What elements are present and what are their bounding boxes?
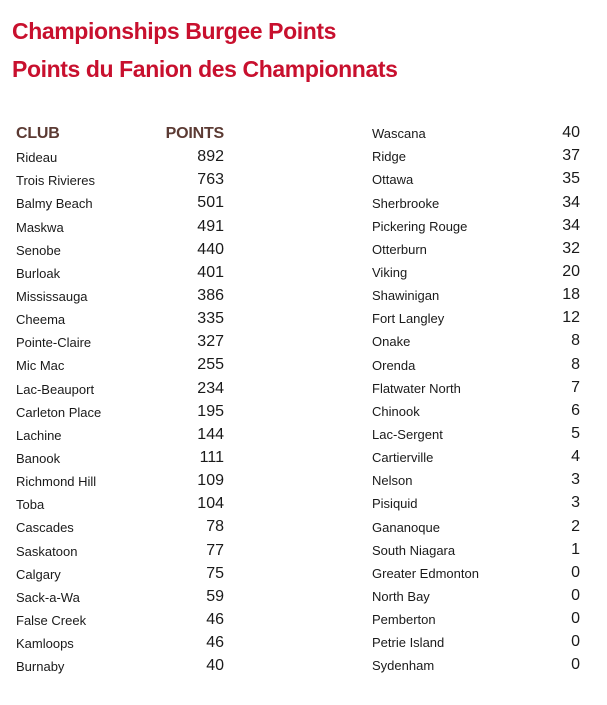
club-points: 3 [571,471,580,489]
club-points: 2 [571,517,580,535]
club-points: 18 [562,286,580,304]
club-name: Burloak [16,265,61,281]
club-name: Gananoque [372,519,440,535]
club-points: 6 [571,401,580,419]
club-points: 401 [197,263,224,281]
table-row [16,653,224,676]
standings-column-right [372,120,580,675]
page-title: Championships Burgee Points [12,18,337,44]
table-row [372,652,580,675]
club-name: Wascana [372,126,426,142]
club-points: 3 [571,494,580,512]
club-name: Greater Edmonton [372,565,479,581]
club-name: Pointe-Claire [16,335,92,351]
table-row [372,259,580,282]
table-row [16,329,224,352]
club-name: Sydenham [372,658,435,674]
club-points: 440 [197,240,224,258]
club-points: 7 [571,378,580,396]
club-points: 1 [571,540,580,558]
club-points: 386 [197,286,224,304]
club-name: Calgary [16,566,61,582]
table-row [372,120,580,143]
table-row [372,375,580,398]
club-points: 255 [197,356,224,374]
table-row [372,236,580,259]
table-row [16,352,224,375]
club-name: Pisiquid [372,496,418,512]
table-row [372,444,580,467]
club-name: Lac-Beauport [16,381,95,397]
club-name: Saskatoon [16,543,78,559]
table-row [16,537,224,560]
table-row [372,606,580,629]
club-name: Sack-a-Wa [16,589,80,605]
club-name: Ottawa [372,172,414,188]
table-row [16,375,224,398]
points-header: POINTS [165,125,224,142]
club-name: Senobe [16,242,61,258]
table-row [16,445,224,468]
table-row [16,399,224,422]
club-points: 335 [197,310,224,328]
club-points: 40 [206,657,224,675]
table-row [16,468,224,491]
club-name: Shawinigan [372,288,440,304]
club-points: 8 [571,332,580,350]
club-name: Sherbrooke [372,195,440,211]
club-name: Cascades [16,520,74,536]
club-name: Otterburn [372,241,427,257]
club-name: Maskwa [16,219,64,235]
club-points: 0 [571,563,580,581]
club-points: 32 [562,239,580,257]
club-name: Toba [16,497,45,513]
club-name: Cartierville [372,450,434,466]
page-subtitle-french: Points du Fanion des Championnats [12,56,398,82]
club-points: 37 [562,147,580,165]
club-name: Fort Langley [372,311,445,327]
club-points: 12 [562,309,580,327]
table-row [372,467,580,490]
club-points: 77 [206,541,224,559]
club-name: Richmond Hill [16,474,97,490]
club-points: 20 [562,262,580,280]
table-row [372,166,580,189]
table-row [372,490,580,513]
club-points: 34 [562,216,580,234]
club-name: Lachine [16,427,62,443]
club-name: False Creek [16,612,87,628]
table-row [372,143,580,166]
table-row [16,167,224,190]
table-row [372,213,580,236]
club-name: Petrie Island [372,635,445,651]
table-row [372,421,580,444]
club-name: Cheema [16,312,66,328]
table-row [16,144,224,167]
club-points: 111 [199,448,224,466]
table-row [16,422,224,445]
table-row [372,629,580,652]
table-row [16,584,224,607]
table-row [372,560,580,583]
club-points: 34 [562,193,580,211]
club-points: 104 [197,495,224,513]
club-name: Trois Rivieres [16,173,95,189]
table-row [16,491,224,514]
club-name: Ridge [372,149,406,165]
club-points: 35 [562,170,580,188]
table-row [16,306,224,329]
club-points: 501 [197,194,224,212]
club-name: Viking [372,264,408,280]
table-row [16,237,224,260]
table-row [16,213,224,236]
club-points: 491 [197,217,224,235]
club-name: Orenda [372,357,416,373]
club-points: 46 [206,634,224,652]
table-row [16,561,224,584]
table-row [372,398,580,421]
club-points: 144 [197,425,224,443]
table-row [372,328,580,351]
table-row [16,190,224,213]
club-name: Lac-Sergent [372,426,443,442]
club-name: Balmy Beach [16,196,93,212]
club-points: 40 [562,124,580,142]
club-list [16,144,224,676]
table-row [16,607,224,630]
table-row [16,260,224,283]
club-points: 0 [571,656,580,674]
table-row [372,537,580,560]
club-name: Chinook [372,403,420,419]
club-name: Banook [16,450,61,466]
club-name: North Bay [372,588,430,604]
club-name: Pemberton [372,612,436,628]
club-name: Pickering Rouge [372,218,468,234]
club-points: 78 [206,518,224,536]
club-points: 0 [571,586,580,604]
club-points: 75 [206,564,224,582]
club-name: Rideau [16,150,58,166]
table-row [16,630,224,653]
club-points: 763 [197,171,224,189]
club-name: Mississauga [16,288,88,304]
club-points: 59 [206,587,224,605]
column-header [16,120,224,144]
club-points: 46 [206,610,224,628]
club-points: 195 [197,402,224,420]
club-name: Onake [372,334,411,350]
club-list [372,120,580,675]
table-row [16,514,224,537]
club-name: Kamloops [16,636,74,652]
club-points: 0 [571,633,580,651]
standings-column-left [16,120,224,676]
club-points: 234 [197,379,224,397]
club-points: 8 [571,355,580,373]
table-row [16,283,224,306]
table-row [372,282,580,305]
club-header: CLUB [16,125,60,142]
club-points: 109 [197,472,224,490]
club-points: 327 [197,333,224,351]
club-points: 0 [571,610,580,628]
club-points: 892 [197,148,224,166]
table-row [372,583,580,606]
club-name: Mic Mac [16,358,65,374]
club-name: Carleton Place [16,404,102,420]
table-row [372,351,580,374]
club-name: Nelson [372,473,413,489]
club-name: South Niagara [372,542,456,558]
club-name: Burnaby [16,659,65,675]
table-row [372,305,580,328]
table-row [372,189,580,212]
club-name: Flatwater North [372,380,461,396]
club-points: 4 [571,448,580,466]
table-row [372,513,580,536]
club-points: 5 [571,424,580,442]
